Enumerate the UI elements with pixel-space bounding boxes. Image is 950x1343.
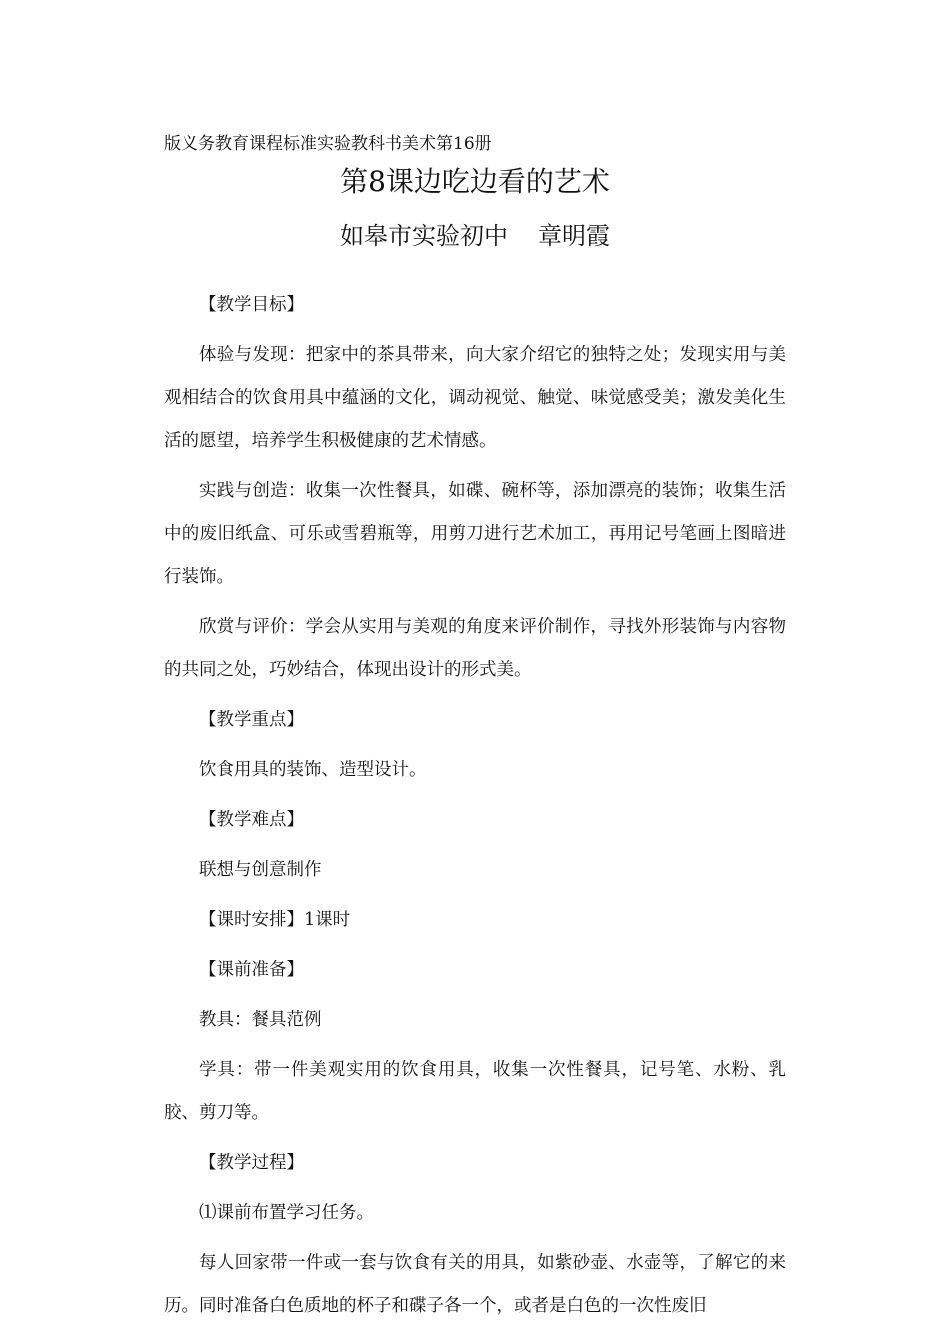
author-name: 章明霞 bbox=[538, 222, 610, 250]
section-heading-key-points: 【教学重点】 bbox=[199, 710, 304, 730]
goal-paragraph-2: 实践与创造：收集一次性餐具，如碟、碗杯等，添加漂亮的装饰；收集生活中的废旧纸盒、可乐或雪碧瓶等，用剪刀进行艺术加工，再用记号笔画上图暗进行装饰。 bbox=[164, 481, 786, 587]
process-text-1: 每人回家带一件或一套与饮食有关的用具，如紫砂壶、水壶等，了解它的来历。同时准备白色质地的杯子和碟子各一个，或者是白色的一次性废旧 bbox=[164, 1253, 786, 1316]
section-heading-process: 【教学过程】 bbox=[199, 1153, 304, 1173]
section-heading-difficulty: 【教学难点】 bbox=[199, 810, 304, 830]
goal-paragraph-3: 欣赏与评价：学会从实用与美观的角度来评价制作，寻找外形装饰与内容物的共同之处，巧妙结合，体现出设计的形式美。 bbox=[164, 617, 786, 680]
section-heading-preparation: 【课前准备】 bbox=[199, 960, 304, 980]
key-points-text: 饮食用具的装饰、造型设计。 bbox=[199, 760, 427, 780]
schedule-text: 1课时 bbox=[304, 910, 351, 930]
author-school: 如皋市实验初中 bbox=[340, 222, 508, 250]
lesson-title: 第8课边吃边看的艺术 bbox=[340, 165, 610, 198]
section-heading-schedule: 【课时安排】 bbox=[199, 910, 304, 930]
author-line bbox=[0, 219, 950, 253]
process-step-1: ⑴课前布置学习任务。 bbox=[199, 1203, 374, 1223]
document-body bbox=[164, 284, 786, 1335]
difficulty-text: 联想与创意制作 bbox=[199, 860, 322, 880]
goal-paragraph-1: 体验与发现：把家中的茶具带来，向大家介绍它的独特之处；发现实用与美观相结合的饮食用具中蕴涵的文化，调动视觉、触觉、味觉感受美；激发美化生活的愿望，培养学生积极健康的艺术情感。 bbox=[164, 345, 786, 451]
section-heading-goals: 【教学目标】 bbox=[199, 295, 304, 315]
section-schedule bbox=[164, 899, 786, 942]
prep-teacher-text: 教具：餐具范例 bbox=[199, 1010, 322, 1030]
textbook-header: 版义务教育课程标准实验教科书美术第16册 bbox=[164, 134, 492, 154]
prep-student-text: 学具：带一件美观实用的饮食用具，收集一次性餐具，记号笔、水粉、乳胶、剪刀等。 bbox=[164, 1060, 786, 1123]
